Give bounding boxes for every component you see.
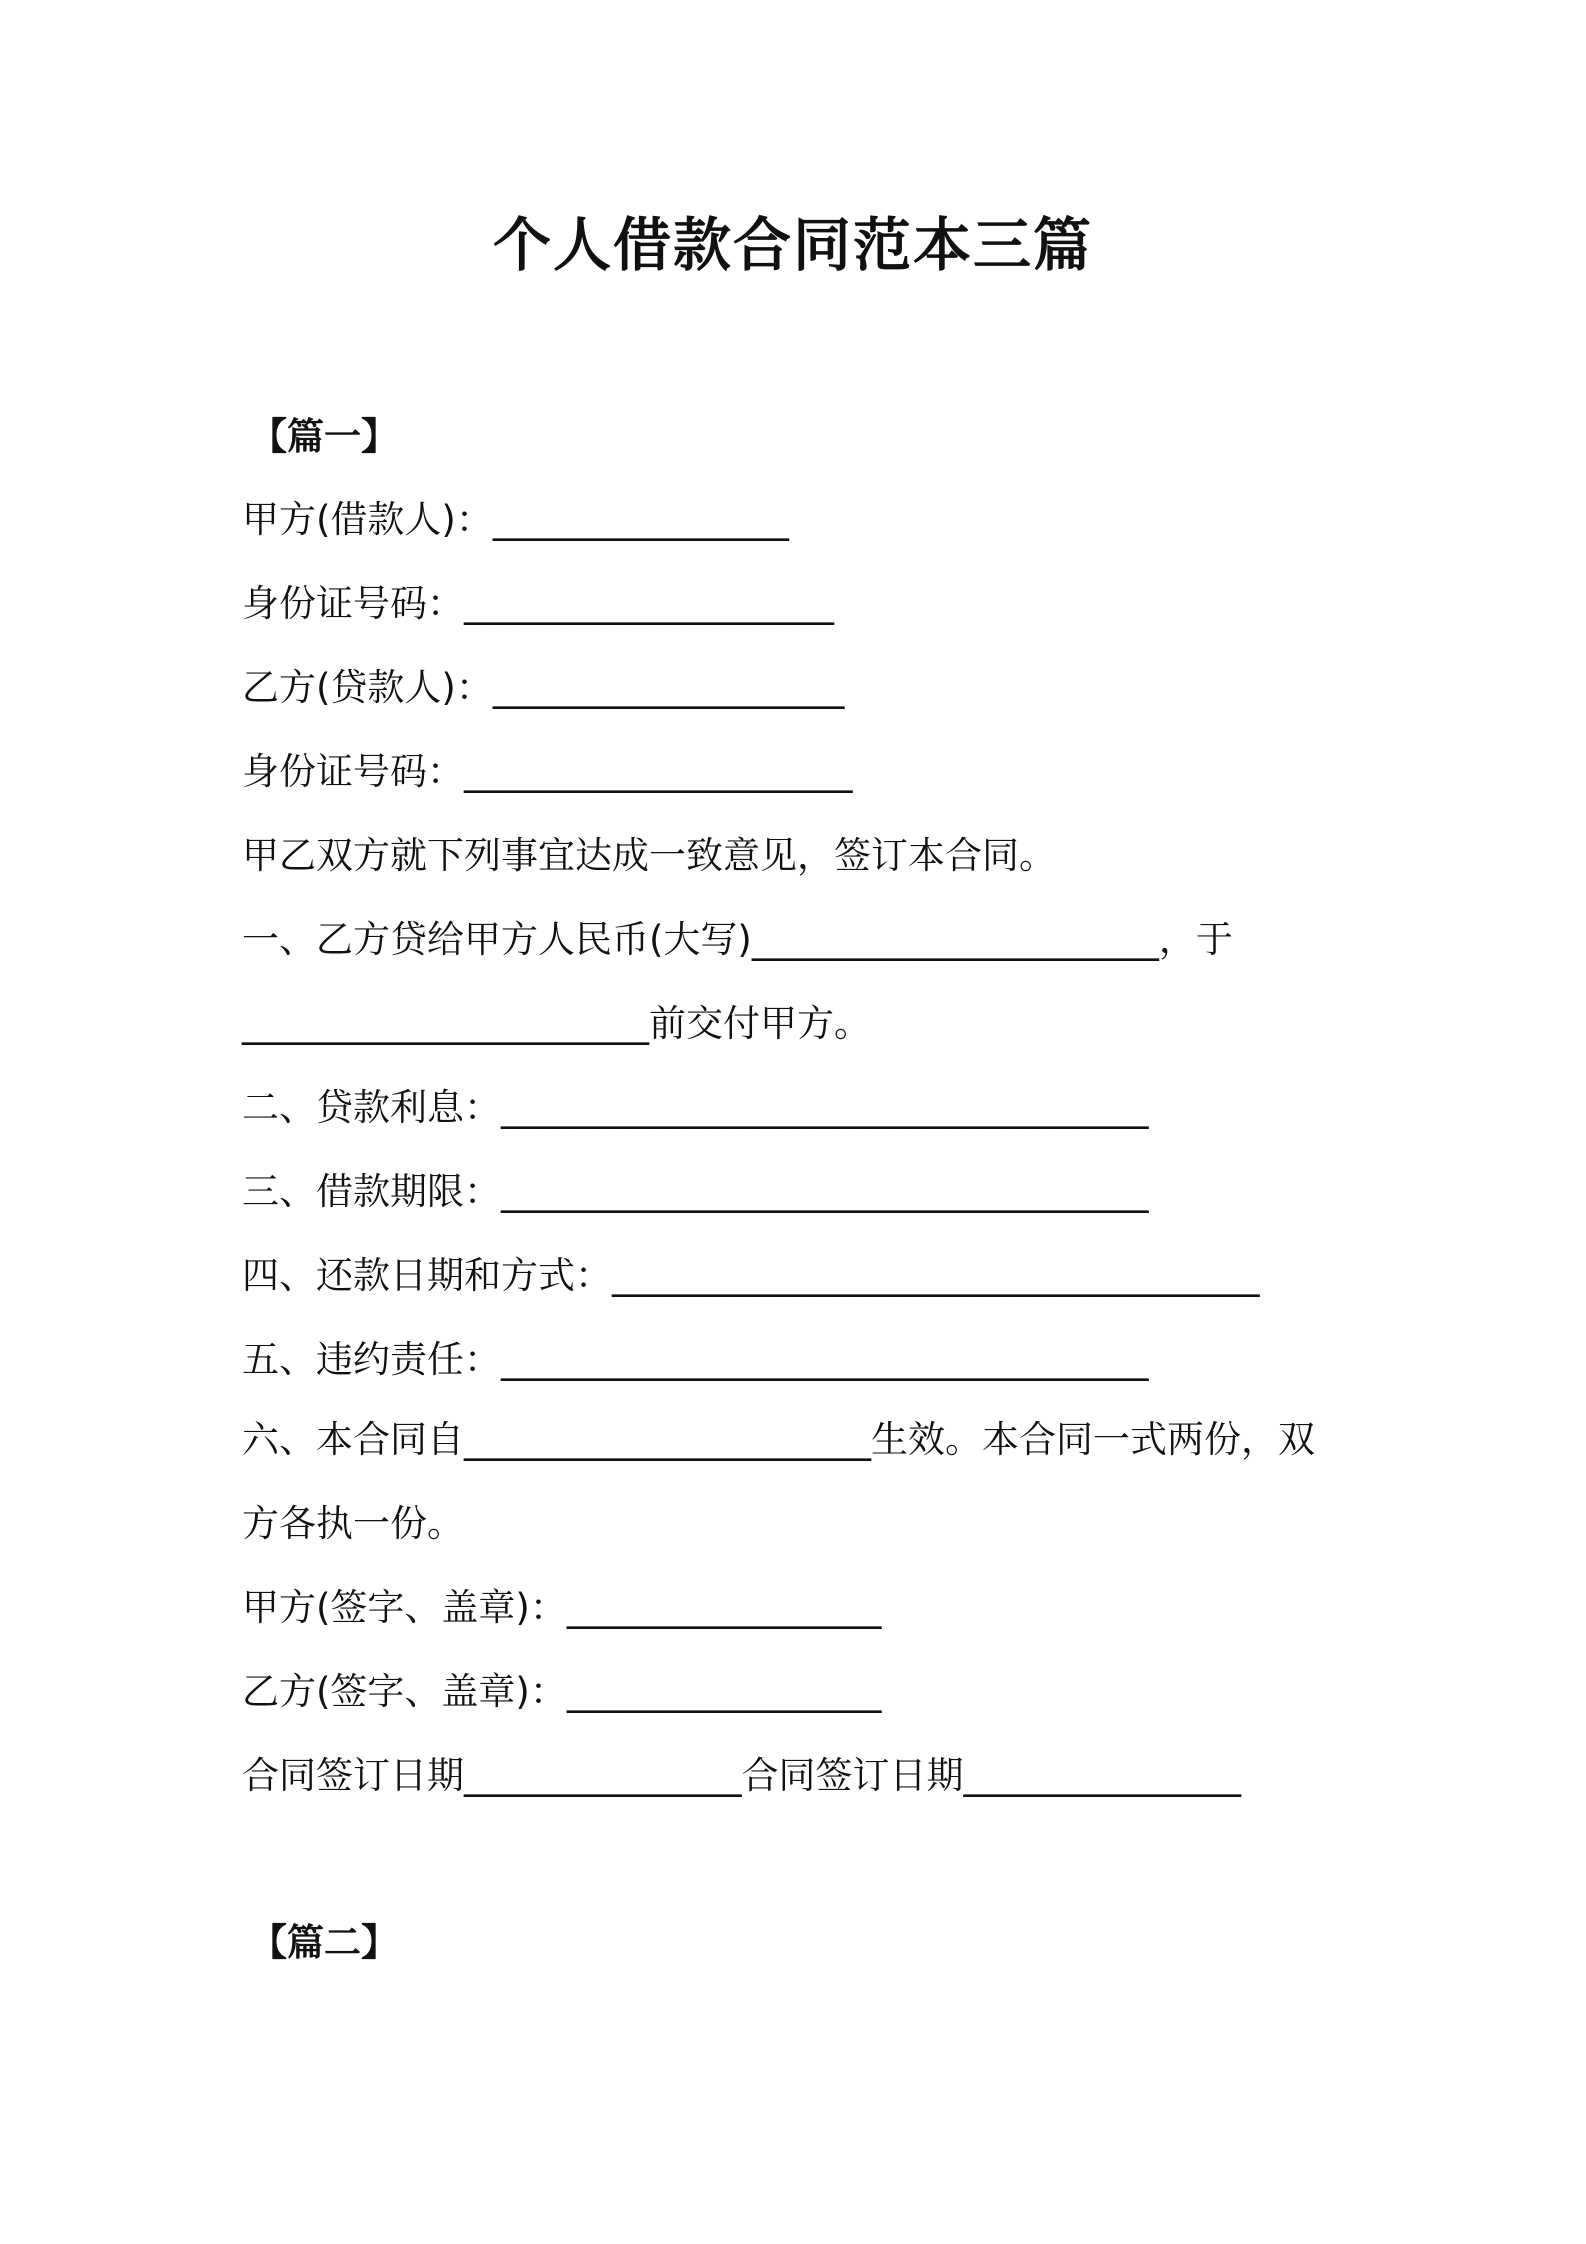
section-heading-one: 【篇一】 <box>250 415 398 458</box>
party-a-borrower-line: 甲方(借款人)：________________ <box>242 498 789 541</box>
clause-two-interest-line: 二、贷款利息：___________________________________ <box>242 1086 1149 1129</box>
clause-four-repayment-line: 四、还款日期和方式：___________________________________ <box>242 1254 1260 1297</box>
agreement-intro-line: 甲乙双方就下列事宜达成一致意见，签订本合同。 <box>242 834 1056 877</box>
party-a-signature-line: 甲方(签字、盖章)：_________________ <box>242 1586 882 1629</box>
clause-six-effective-line: 六、本合同自______________________生效。本合同一式两份，双 <box>242 1418 1315 1461</box>
section-heading-two: 【篇二】 <box>250 1921 398 1964</box>
clause-six-copies-line: 方各执一份。 <box>242 1502 464 1545</box>
clause-five-breach-line: 五、违约责任：___________________________________ <box>242 1338 1149 1381</box>
clause-one-delivery-line: ______________________前交付甲方。 <box>242 1002 871 1045</box>
party-b-signature-line: 乙方(签字、盖章)：_________________ <box>242 1670 882 1713</box>
party-b-id-line: 身份证号码：_____________________ <box>242 750 853 793</box>
party-a-id-line: 身份证号码：____________________ <box>242 582 834 625</box>
clause-one-amount-line: 一、乙方贷给甲方人民币(大写)______________________，于 <box>242 918 1233 961</box>
document-title: 个人借款合同范本三篇 <box>492 211 1093 279</box>
party-b-lender-line: 乙方(贷款人)：___________________ <box>242 666 845 709</box>
clause-three-term-line: 三、借款期限：___________________________________ <box>242 1170 1149 1213</box>
signing-date-line: 合同签订日期_______________合同签订日期_______________ <box>242 1754 1241 1797</box>
